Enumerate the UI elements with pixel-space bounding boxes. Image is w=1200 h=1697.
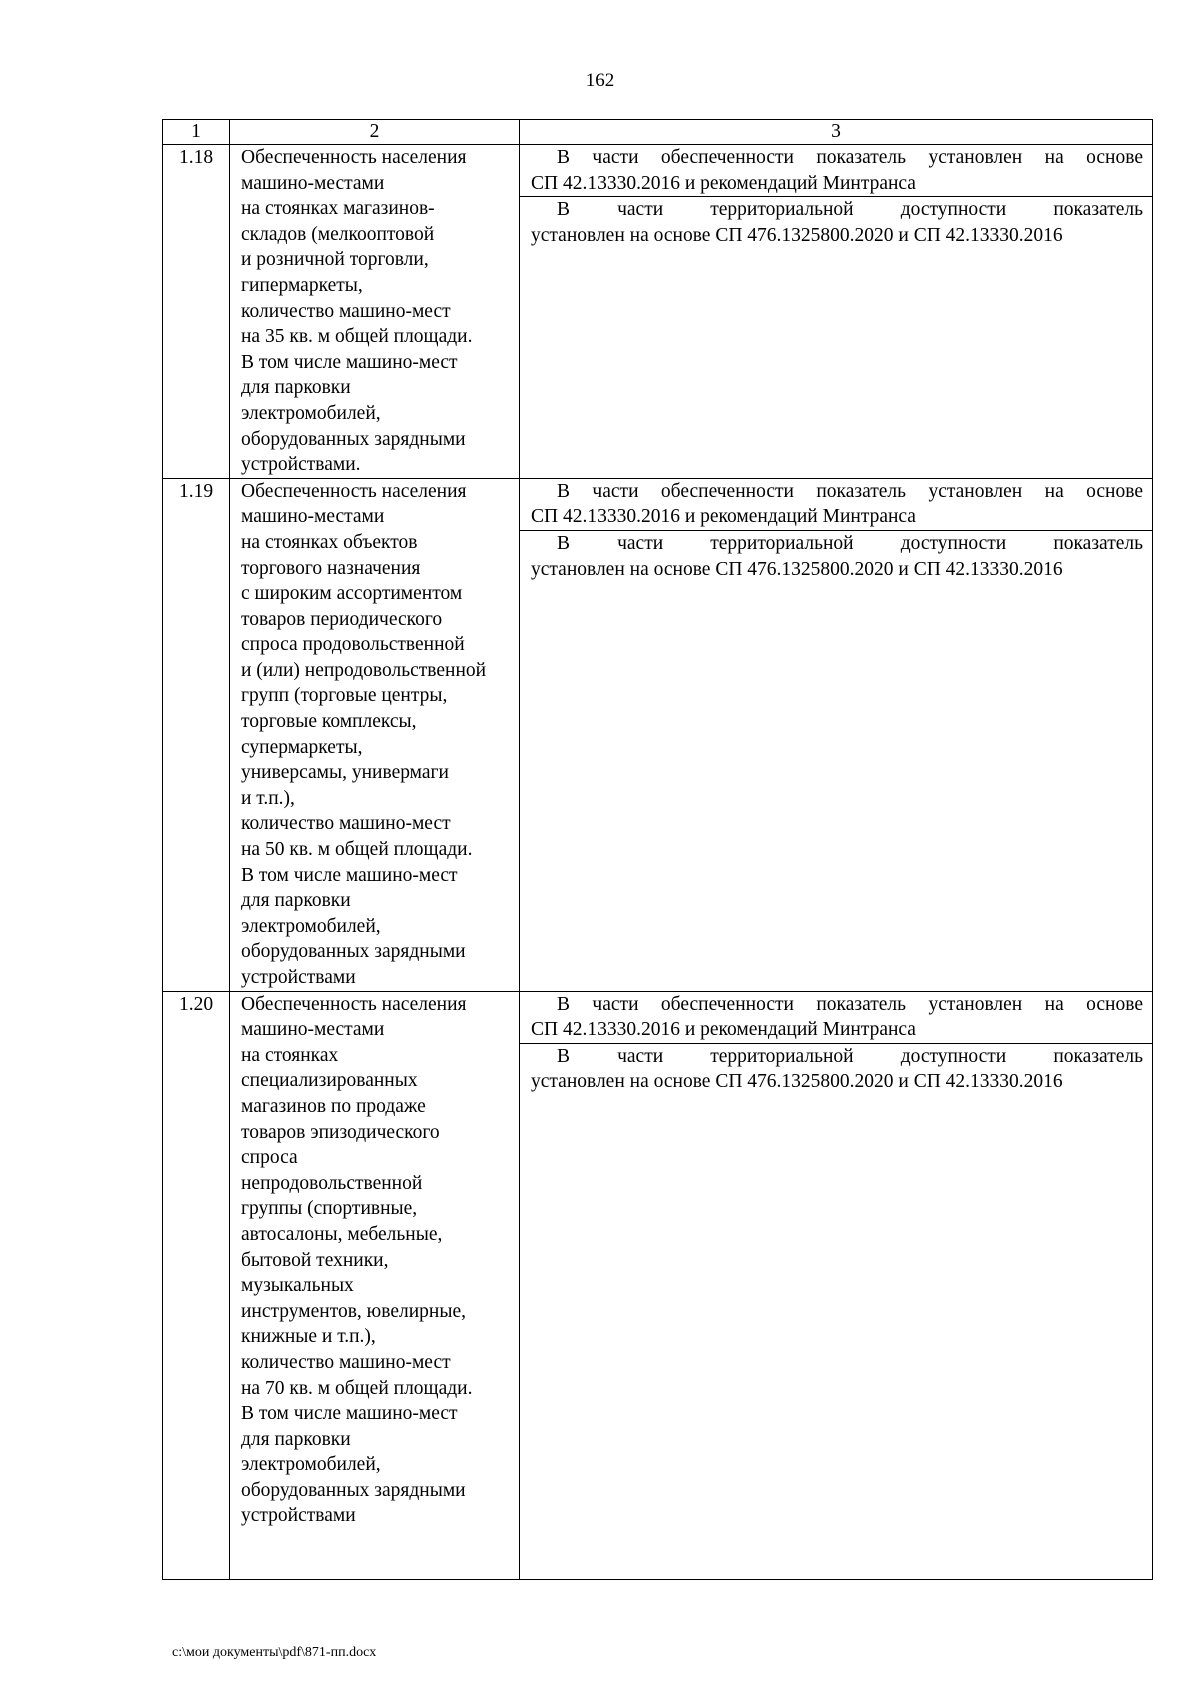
indicator-description	[230, 478, 520, 991]
basis-cell	[520, 991, 1153, 1579]
file-path-footer: c:\мои документы\pdf\871-пп.docx	[172, 1645, 377, 1660]
description-line: магазинов по продаже	[241, 1095, 426, 1117]
description-line: Обеспеченность населения	[241, 147, 467, 168]
basis-text-line: В части обеспеченности показатель установлен на основе	[557, 147, 1143, 168]
row-number: 1.20	[163, 991, 230, 1579]
table-row	[163, 478, 1153, 991]
description-line: группы (спортивные,	[241, 1198, 418, 1220]
description-line: спроса	[241, 1147, 298, 1169]
basis-supply	[520, 479, 1152, 530]
description-line: на стоянках	[241, 1044, 339, 1066]
description-line: Обеспеченность населения	[241, 993, 467, 1015]
basis-text-line: установлен на основе СП 476.1325800.2020 и СП 42.13330.2016	[531, 224, 1063, 246]
description-line: для парковки	[241, 377, 351, 399]
description-line: и т.п.),	[241, 787, 295, 809]
description-line: торговые комплексы,	[241, 711, 417, 733]
description-line: на 70 кв. м общей площади.	[241, 1377, 473, 1399]
table-header-row	[163, 120, 1153, 145]
description-line: устройствами.	[241, 454, 361, 476]
description-line: Обеспеченность населения	[241, 480, 467, 502]
description-line: непродовольственной	[241, 1172, 423, 1194]
description-line: товаров периодического	[241, 608, 443, 630]
description-line: В том числе машино-мест	[241, 1403, 458, 1425]
table-row	[163, 991, 1153, 1579]
description-line: для парковки	[241, 1428, 351, 1450]
description-line: на 50 кв. м общей площади.	[241, 839, 473, 861]
description-line: супермаркеты,	[241, 736, 363, 758]
basis-access	[520, 196, 1152, 248]
column-header-2: 2	[230, 120, 520, 145]
description-line: количество машино-мест	[241, 300, 451, 322]
indicator-description	[230, 145, 520, 479]
basis-cell	[520, 145, 1153, 479]
page-number: 162	[585, 70, 615, 91]
description-line: оборудованных зарядными	[241, 1479, 466, 1501]
indicator-table	[162, 119, 1153, 1580]
basis-text-line: СП 42.13330.2016 и рекомендаций Минтранса	[531, 1019, 916, 1041]
description-line: В том числе машино-мест	[241, 351, 458, 373]
column-header-1: 1	[163, 120, 230, 145]
indicator-description	[230, 991, 520, 1579]
description-line: устройствами	[241, 967, 356, 988]
description-line: электромобилей,	[241, 402, 381, 424]
description-line: музыкальных	[241, 1275, 354, 1297]
basis-text-line: установлен на основе СП 476.1325800.2020 и СП 42.13330.2016	[531, 558, 1063, 580]
description-line: специализированных	[241, 1070, 418, 1092]
table-row	[163, 145, 1153, 479]
basis-text-line: В части территориальной доступности показатель	[557, 199, 1143, 221]
description-line: В том числе машино-мест	[241, 864, 458, 886]
column-header-3: 3	[520, 120, 1153, 145]
description-line: машино-местами	[241, 506, 385, 528]
description-line: устройствами	[241, 1505, 356, 1527]
basis-text-line: В части обеспеченности показатель установлен на основе	[557, 480, 1143, 502]
description-line: товаров эпизодического	[241, 1121, 440, 1143]
basis-text-line: В части территориальной доступности показатель	[557, 532, 1143, 554]
description-line: количество машино-мест	[241, 1351, 451, 1373]
basis-text-line: установлен на основе СП 476.1325800.2020 и СП 42.13330.2016	[531, 1071, 1063, 1093]
description-line: оборудованных зарядными	[241, 428, 466, 450]
description-line: на стоянках магазинов-	[241, 198, 435, 220]
description-line: электромобилей,	[241, 915, 381, 937]
description-line: групп (торговые центры,	[241, 685, 448, 707]
description-line: с широким ассортиментом	[241, 583, 463, 605]
basis-text-line: В части территориальной доступности показатель	[557, 1045, 1143, 1067]
description-line: для парковки	[241, 890, 351, 912]
description-line: книжные и т.п.),	[241, 1326, 376, 1348]
basis-supply	[520, 992, 1152, 1043]
basis-text-line: СП 42.13330.2016 и рекомендаций Минтранса	[531, 172, 916, 194]
basis-supply	[520, 145, 1152, 196]
basis-text-line: В части обеспеченности показатель установлен на основе	[557, 993, 1143, 1015]
description-line: машино-местами	[241, 172, 385, 194]
description-line: машино-местами	[241, 1019, 385, 1041]
description-line: складов (мелкооптовой	[241, 223, 435, 245]
description-line: спроса продовольственной	[241, 634, 465, 656]
basis-cell	[520, 478, 1153, 991]
description-line: оборудованных зарядными	[241, 941, 466, 963]
basis-text-line: СП 42.13330.2016 и рекомендаций Минтранса	[531, 506, 916, 528]
description-line: на стоянках объектов	[241, 531, 418, 553]
row-number: 1.19	[163, 478, 230, 991]
description-line: универсамы, универмаги	[241, 762, 449, 784]
description-line: на 35 кв. м общей площади.	[241, 326, 473, 348]
description-line: торгового назначения	[241, 557, 421, 579]
basis-access	[520, 530, 1152, 582]
description-line: и розничной торговли,	[241, 249, 429, 271]
description-line: количество машино-мест	[241, 813, 451, 835]
description-line: бытовой техники,	[241, 1249, 389, 1271]
description-line: электромобилей,	[241, 1454, 381, 1476]
description-line: автосалоны, мебельные,	[241, 1223, 443, 1245]
description-line: гипермаркеты,	[241, 274, 363, 296]
row-number: 1.18	[163, 145, 230, 479]
description-line: и (или) непродовольственной	[241, 659, 487, 681]
basis-access	[520, 1043, 1152, 1095]
description-line: инструментов, ювелирные,	[241, 1300, 466, 1322]
